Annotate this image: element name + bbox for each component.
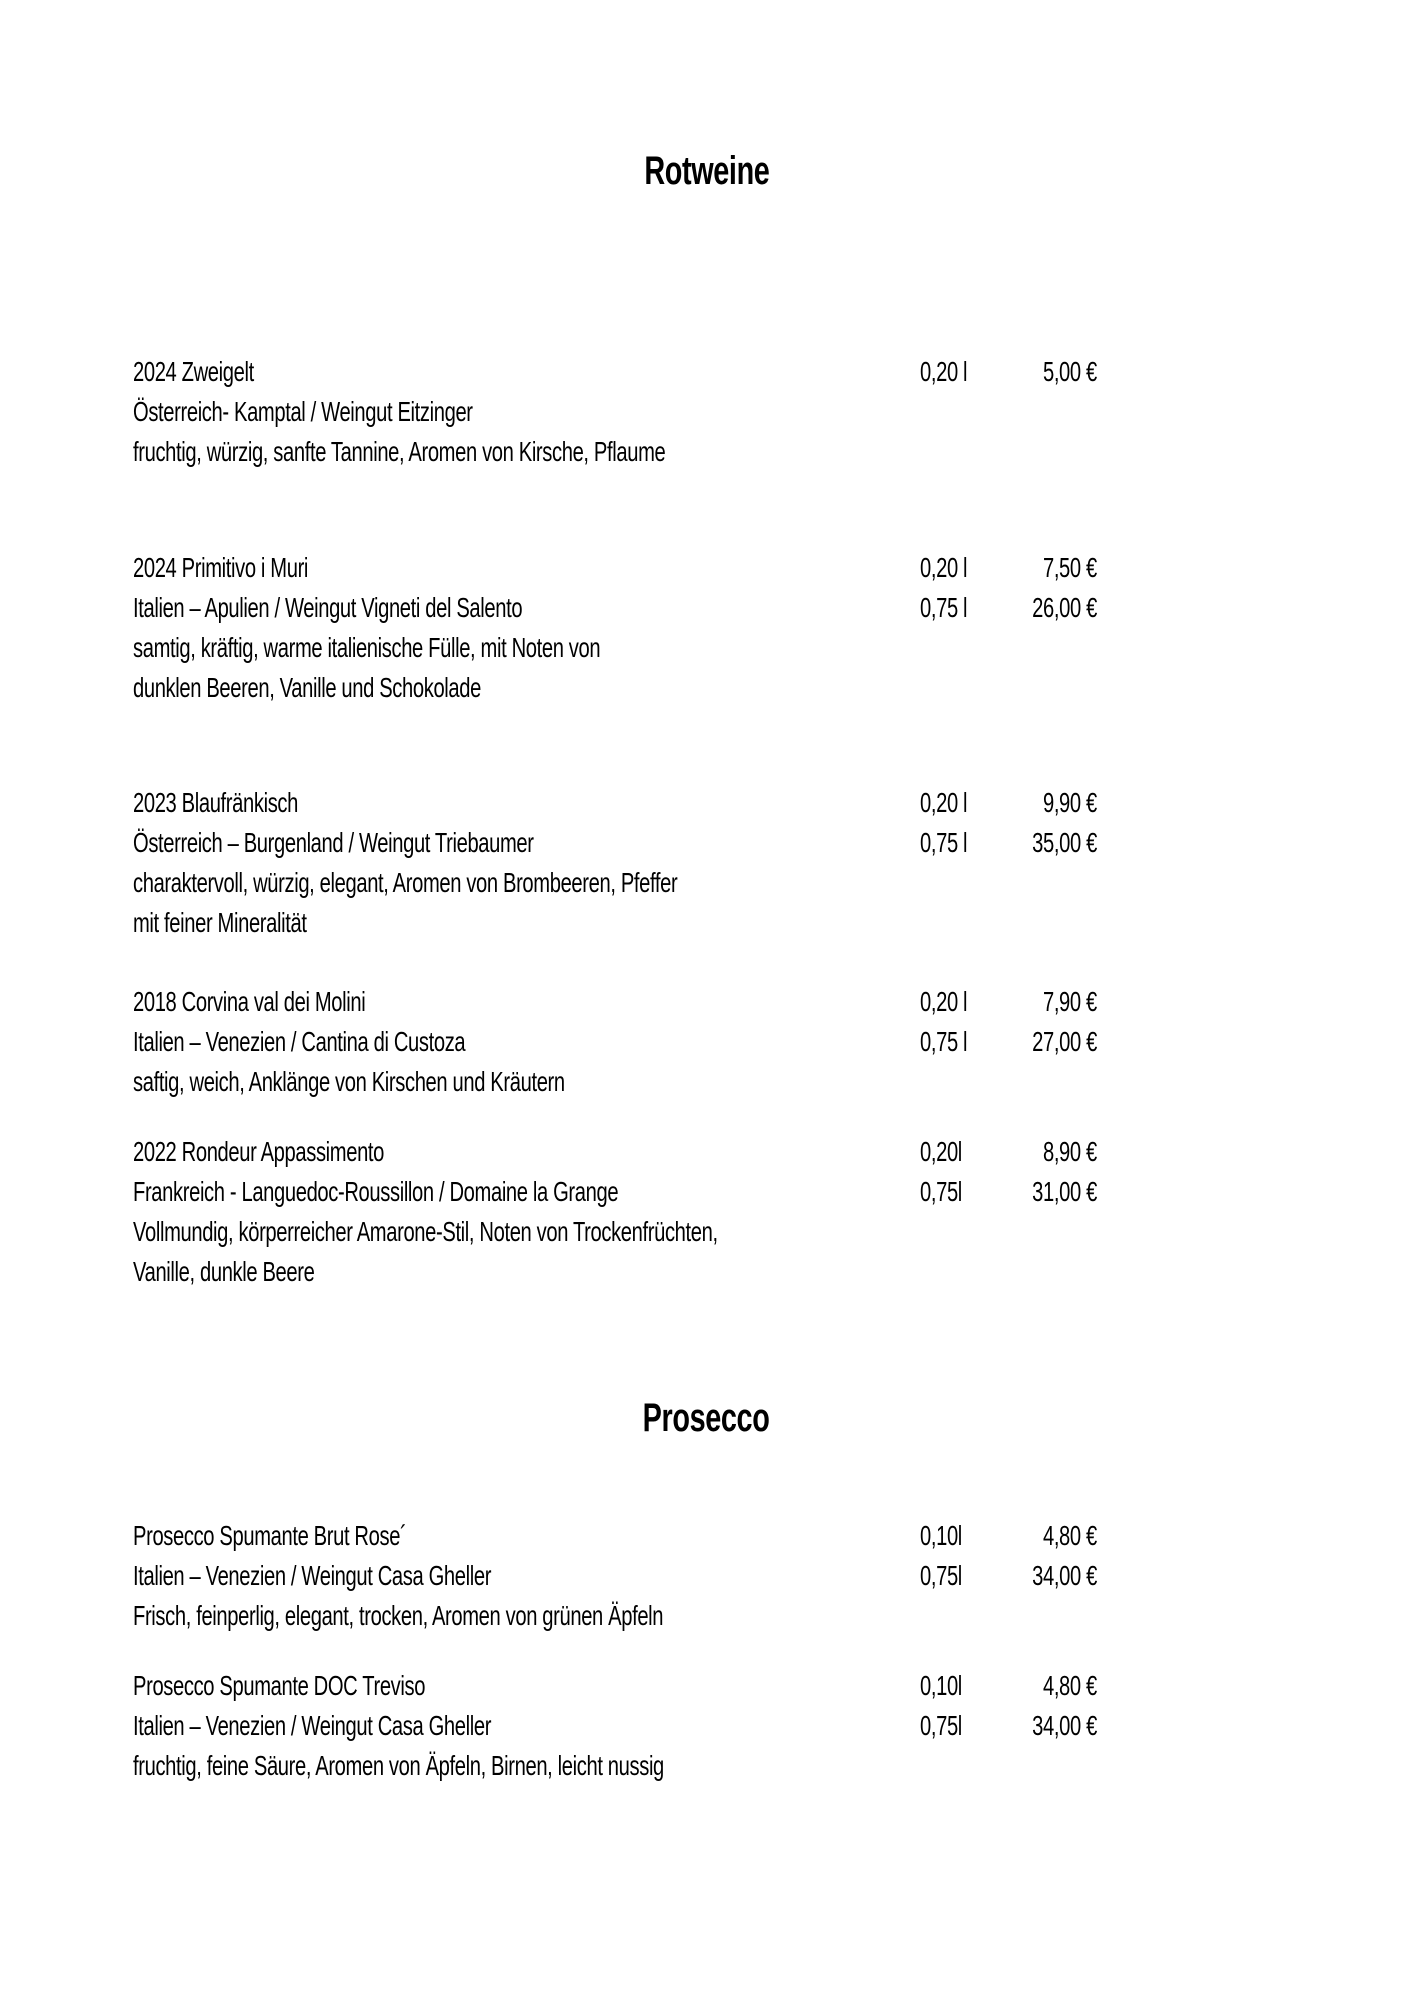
- entry-desc-line: [133, 863, 1413, 903]
- price: 27,00 €: [1032, 1026, 1097, 1057]
- entry-desc-line: [133, 1746, 1413, 1786]
- entry-desc-line: [133, 903, 1413, 943]
- price: 7,50 €: [1043, 552, 1097, 583]
- wine-entry-corvina: [133, 982, 1413, 1102]
- entry-region-line: [133, 823, 1413, 863]
- entry-desc-line: [133, 1062, 1413, 1102]
- entry-name-line: [133, 352, 1413, 392]
- wine-region: Frankreich - Languedoc-Roussillon / Domaine la Grange: [133, 1176, 619, 1207]
- serving-size: 0,75l: [920, 1176, 962, 1207]
- entry-desc-line: [133, 1212, 1413, 1252]
- wine-description: samtig, kräftig, warme italienische Fülle, mit Noten von: [133, 632, 601, 663]
- entry-desc-line: [133, 1596, 1413, 1636]
- wine-description: fruchtig, würzig, sanfte Tannine, Aromen von Kirsche, Pflaume: [133, 436, 666, 467]
- price: 34,00 €: [1032, 1560, 1097, 1591]
- serving-size: 0,10l: [920, 1520, 962, 1551]
- entry-desc-line: [133, 628, 1413, 668]
- wine-region: Italien – Venezien / Weingut Casa Gheller: [133, 1560, 492, 1591]
- wine-entry-rondeur: [133, 1132, 1413, 1292]
- price: 7,90 €: [1043, 986, 1097, 1017]
- entry-name-line: [133, 1666, 1413, 1706]
- serving-size: 0,75 l: [920, 827, 968, 858]
- serving-size: 0,75 l: [920, 592, 968, 623]
- serving-size: 0,20l: [920, 1136, 962, 1167]
- entry-name-line: [133, 1516, 1413, 1556]
- serving-size: 0,75 l: [920, 1026, 968, 1057]
- serving-size: 0,20 l: [920, 552, 968, 583]
- entry-region-line: [133, 1556, 1413, 1596]
- wine-description: Vanille, dunkle Beere: [133, 1256, 315, 1287]
- section-title-prosecco: [0, 1395, 1413, 1441]
- entry-region-line: [133, 1172, 1413, 1212]
- wine-name: 2024 Zweigelt: [133, 356, 254, 387]
- entry-desc-line: [133, 1252, 1413, 1292]
- wine-description: Frisch, feinperlig, elegant, trocken, Aromen von grünen Äpfeln: [133, 1600, 664, 1631]
- section-title-text: Prosecco: [643, 1396, 770, 1440]
- wine-region: Italien – Venezien / Weingut Casa Gheller: [133, 1710, 492, 1741]
- wine-name: 2018 Corvina val dei Molini: [133, 986, 366, 1017]
- price: 9,90 €: [1043, 787, 1097, 818]
- wine-name: 2024 Primitivo i Muri: [133, 552, 309, 583]
- serving-size: 0,10l: [920, 1670, 962, 1701]
- entry-desc-line: [133, 668, 1413, 708]
- price: 8,90 €: [1043, 1136, 1097, 1167]
- entry-region-line: [133, 1022, 1413, 1062]
- wine-region: Italien – Venezien / Cantina di Custoza: [133, 1026, 466, 1057]
- wine-description: dunklen Beeren, Vanille und Schokolade: [133, 672, 481, 703]
- entry-region-line: [133, 588, 1413, 628]
- wine-name: Prosecco Spumante Brut Rose´: [133, 1520, 407, 1551]
- wine-region: Österreich – Burgenland / Weingut Triebaumer: [133, 827, 534, 858]
- entry-region-line: [133, 392, 1413, 432]
- price: 35,00 €: [1032, 827, 1097, 858]
- price: 34,00 €: [1032, 1710, 1097, 1741]
- entry-name-line: [133, 783, 1413, 823]
- serving-size: 0,75l: [920, 1560, 962, 1591]
- price: 26,00 €: [1032, 592, 1097, 623]
- wine-name: Prosecco Spumante DOC Treviso: [133, 1670, 426, 1701]
- price: 5,00 €: [1043, 356, 1097, 387]
- serving-size: 0,20 l: [920, 356, 968, 387]
- entry-region-line: [133, 1706, 1413, 1746]
- entry-name-line: [133, 548, 1413, 588]
- wine-name: 2023 Blaufränkisch: [133, 787, 298, 818]
- wine-region: Österreich- Kamptal / Weingut Eitzinger: [133, 396, 473, 427]
- entry-name-line: [133, 982, 1413, 1022]
- wine-name: 2022 Rondeur Appassimento: [133, 1136, 385, 1167]
- section-title-rotweine: [0, 148, 1413, 194]
- serving-size: 0,20 l: [920, 787, 968, 818]
- wine-entry-prosecco-rose: [133, 1516, 1413, 1636]
- serving-size: 0,75l: [920, 1710, 962, 1741]
- price: 4,80 €: [1043, 1520, 1097, 1551]
- wine-entry-zweigelt: [133, 352, 1413, 472]
- section-title-text: Rotweine: [643, 149, 770, 193]
- wine-description: fruchtig, feine Säure, Aromen von Äpfeln, Birnen, leicht nussig: [133, 1750, 664, 1781]
- wine-entry-prosecco-treviso: [133, 1666, 1413, 1786]
- wine-description: charaktervoll, würzig, elegant, Aromen von Brombeeren, Pfeffer: [133, 867, 678, 898]
- entry-name-line: [133, 1132, 1413, 1172]
- wine-description: Vollmundig, körperreicher Amarone-Stil, Noten von Trockenfrüchten,: [133, 1216, 718, 1247]
- price: 4,80 €: [1043, 1670, 1097, 1701]
- wine-description: saftig, weich, Anklänge von Kirschen und Kräutern: [133, 1066, 565, 1097]
- price: 31,00 €: [1032, 1176, 1097, 1207]
- serving-size: 0,20 l: [920, 986, 968, 1017]
- wine-region: Italien – Apulien / Weingut Vigneti del Salento: [133, 592, 523, 623]
- wine-entry-primitivo: [133, 548, 1413, 708]
- entry-desc-line: [133, 432, 1413, 472]
- wine-description: mit feiner Mineralität: [133, 907, 307, 938]
- wine-entry-blaufraenkisch: [133, 783, 1413, 943]
